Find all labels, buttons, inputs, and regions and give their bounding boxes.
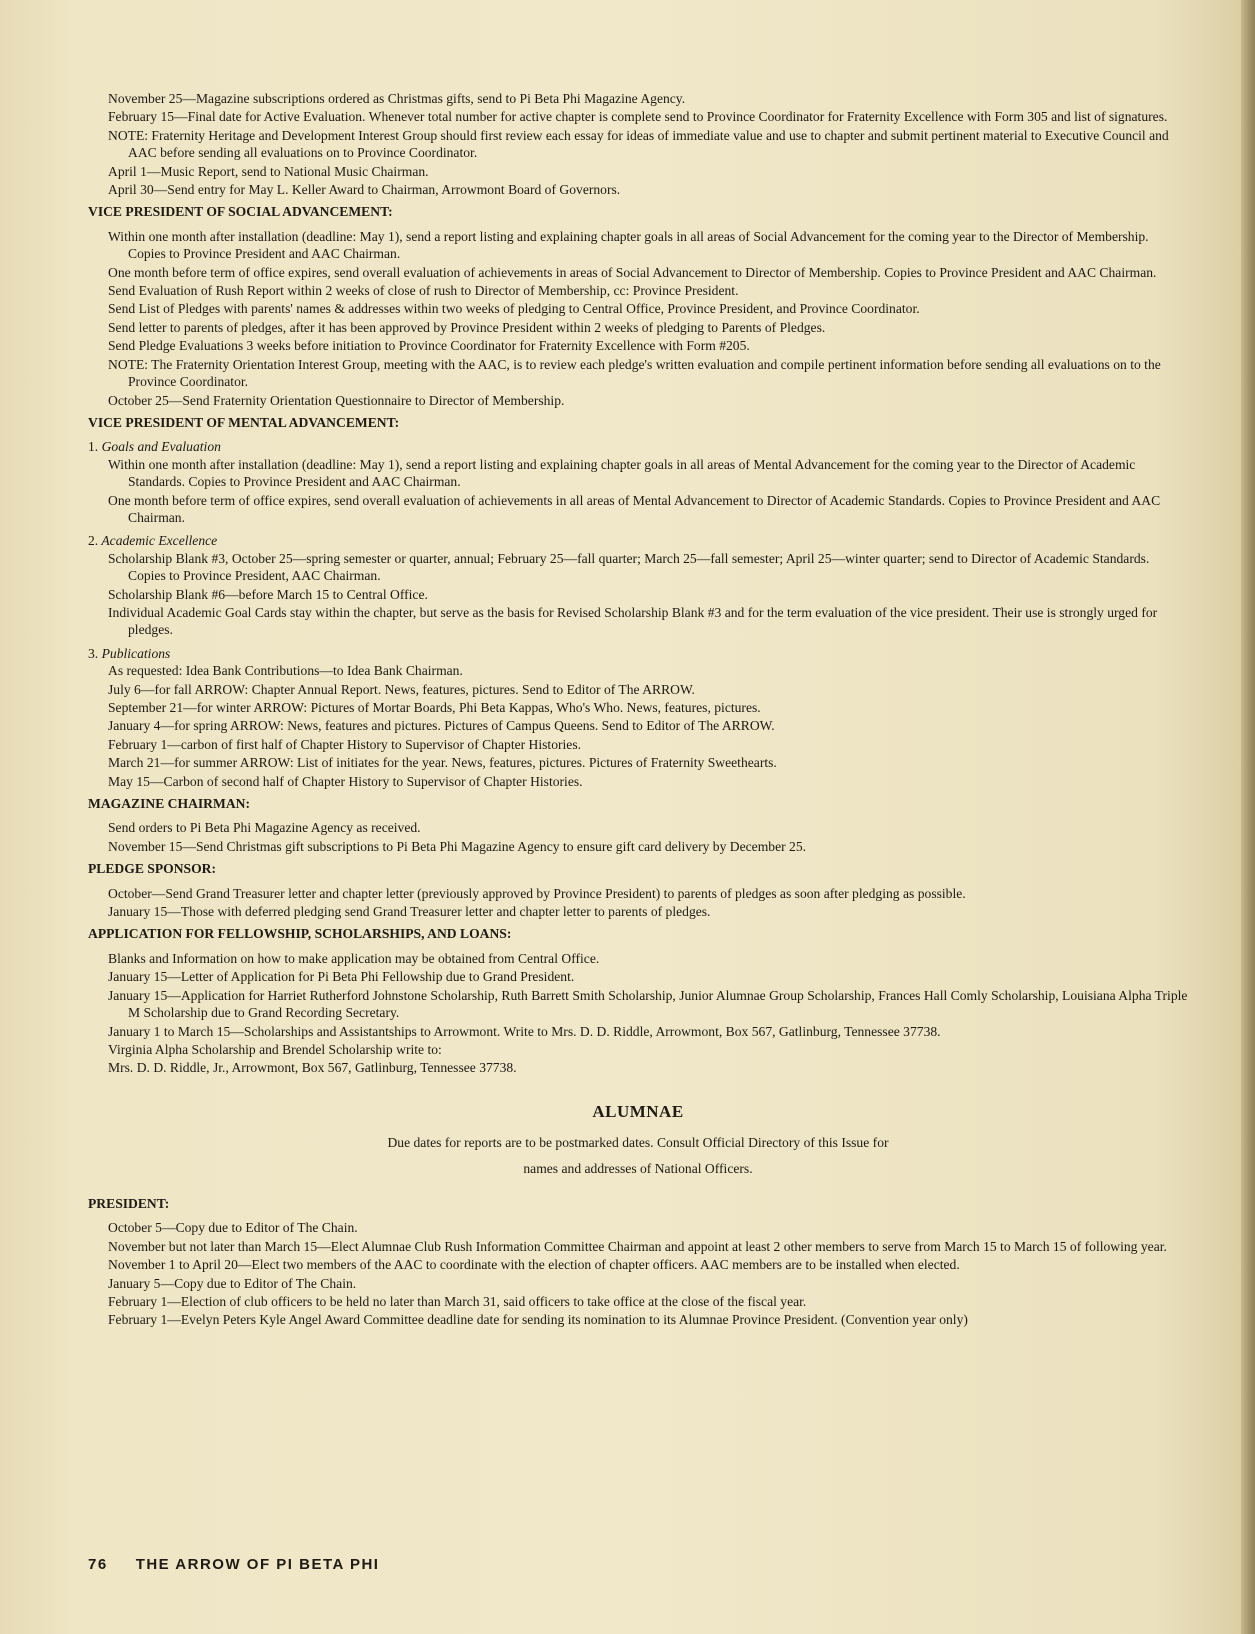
text-line: Within one month after installation (deadline: May 1), send a report listing and explaining chapter goals in all areas of Social Advancement for the coming year to the Director of Membership. Copies to Province President and AAC Chairman. xyxy=(108,228,1149,262)
page-footer xyxy=(88,1556,379,1573)
text-line: November 15—Send Christmas gift subscriptions to Pi Beta Phi Magazine Agency to ensure gift card delivery by December 25. xyxy=(108,838,807,854)
text-line: February 1—Evelyn Peters Kyle Angel Award Committee deadline date for sending its nomination to its Alumnae Province President. (Convention year only) xyxy=(108,1312,968,1328)
text-line: One month before term of office expires, send overall evaluation of achievements in all areas of Mental Advancement to Director of Academic Standards. Copies to Province President and AAC Chairman. xyxy=(108,492,1161,525)
alumnae-title: ALUMNAE xyxy=(592,1101,684,1121)
text-line: NOTE: The Fraternity Orientation Interest Group, meeting with the AAC, is to review each pledge's written evaluation and compile pertinent information before sending all evaluations on to the Province Coordinator. xyxy=(108,356,1161,390)
president-section xyxy=(88,1195,1188,1329)
text-line: November 25—Magazine subscriptions ordered as Christmas gifts, send to Pi Beta Phi Magazine Agency. xyxy=(108,91,686,106)
text-line: Within one month after installation (deadline: May 1), send a report listing and explaining chapter goals in all areas of Mental Advancement for the coming year to the Director of Academic Standards. Copies to Province President and AAC Chairman. xyxy=(108,456,1136,490)
text-line: January 15—Those with deferred pledging send Grand Treasurer letter and chapter letter to parents of pledges. xyxy=(108,904,711,920)
text-line: Individual Academic Goal Cards stay within the chapter, but serve as the basis for Revised Scholarship Blank #3 and for the term evaluation of the vice president. Their use is strongly urged for pledges. xyxy=(108,604,1158,638)
text-line: May 15—Carbon of second half of Chapter History to Supervisor of Chapter Histories. xyxy=(108,773,583,789)
text-line: Send List of Pledges with parents' names & addresses within two weeks of pledging to Central Office, Province President, and Province Coordinator. xyxy=(108,301,920,317)
text-line: Send letter to parents of pledges, after it has been approved by Province President within 2 weeks of pledging to Parents of Pledges. xyxy=(108,319,826,335)
page-content xyxy=(88,90,1188,1330)
section-heading: VICE PRESIDENT OF SOCIAL ADVANCEMENT: xyxy=(88,204,393,220)
subsection-title: 3. Publications xyxy=(88,645,171,661)
text-line: October 5—Copy due to Editor of The Chain. xyxy=(108,1220,358,1236)
text-line: Mrs. D. D. Riddle, Jr., Arrowmont, Box 567, Gatlinburg, Tennessee 37738. xyxy=(108,1060,517,1076)
alumnae-note: names and addresses of National Officers. xyxy=(523,1160,753,1176)
publication-title: THE ARROW OF PI BETA PHI xyxy=(135,1556,380,1573)
section-heading: VICE PRESIDENT OF MENTAL ADVANCEMENT: xyxy=(88,414,400,430)
text-line: Send Evaluation of Rush Report within 2 weeks of close of rush to Director of Membership, cc: Province President. xyxy=(108,283,739,299)
text-line: February 1—Election of club officers to be held no later than March 31, said officers to take office at the close of the fiscal year. xyxy=(108,1293,807,1309)
text-line: NOTE: Fraternity Heritage and Development Interest Group should first review each essay for ideas of immediate value and use to chapter and submit pertinent material to Executive Council and AAC before sending all evaluations on to Province Coordinator. xyxy=(108,127,1169,161)
subsection-title: 2. Academic Excellence xyxy=(88,533,218,549)
text-line: April 30—Send entry for May L. Keller Award to Chairman, Arrowmont Board of Governors. xyxy=(108,182,621,198)
text-line: February 1—carbon of first half of Chapter History to Supervisor of Chapter Histories. xyxy=(108,736,582,752)
text-line: July 6—for fall ARROW: Chapter Annual Report. News, features, pictures. Send to Editor of The ARROW. xyxy=(108,681,695,697)
social-section xyxy=(88,203,1188,408)
text-line: November 1 to April 20—Elect two members of the AAC to coordinate with the election of chapter officers. AAC members are to be installed when elected. xyxy=(108,1257,960,1273)
text-line: Blanks and Information on how to make application may be obtained from Central Office. xyxy=(108,950,600,966)
text-line: One month before term of office expires, send overall evaluation of achievements in areas of Social Advancement to Director of Membership. Copies to Province President and AAC Chairman. xyxy=(108,264,1157,280)
magazine-section xyxy=(88,795,1188,855)
section-heading: PRESIDENT: xyxy=(88,1195,170,1211)
alumnae-section xyxy=(88,1103,1188,1177)
text-line: October 25—Send Fraternity Orientation Questionnaire to Director of Membership. xyxy=(108,392,565,408)
text-line: October—Send Grand Treasurer letter and chapter letter (previously approved by Province President) to parents of pledges as soon after pledging as possible. xyxy=(108,885,966,901)
page-edge-shadow xyxy=(1241,0,1255,1634)
text-line: Scholarship Blank #6—before March 15 to Central Office. xyxy=(108,586,428,602)
text-line: Send orders to Pi Beta Phi Magazine Agency as received. xyxy=(108,820,421,836)
text-line: January 15—Application for Harriet Rutherford Johnstone Scholarship, Ruth Barrett Smith Scholarship, Junior Alumnae Group Scholarship, Frances Hall Comly Scholarship, Louisiana Alpha Triple M Scholarship due to Grand Recording Secretary. xyxy=(108,987,1188,1021)
pledge-section xyxy=(88,860,1188,920)
text-line: January 1 to March 15—Scholarships and Assistantships to Arrowmont. Write to Mrs. D. D. Riddle, Arrowmont, Box 567, Gatlinburg, Tennessee 37738. xyxy=(108,1023,941,1039)
text-line: Virginia Alpha Scholarship and Brendel Scholarship write to: xyxy=(108,1041,442,1057)
text-line: November but not later than March 15—Elect Alumnae Club Rush Information Committee Chairman and appoint at least 2 other members to serve from March 15 to March 15 of following year. xyxy=(108,1238,1167,1254)
section-heading: PLEDGE SPONSOR: xyxy=(88,861,217,877)
subsection-title: 1. Goals and Evaluation xyxy=(88,439,221,455)
section-heading: MAGAZINE CHAIRMAN: xyxy=(88,796,250,812)
text-line: Scholarship Blank #3, October 25—spring semester or quarter, annual; February 25—fall quarter; March 25—fall semester; April 25—winter quarter; send to Director of Academic Standards. Copies to Province President, AAC Chairman. xyxy=(108,550,1150,584)
text-line: Send Pledge Evaluations 3 weeks before initiation to Province Coordinator for Fraternity Excellence with Form #205. xyxy=(108,338,750,354)
section-heading: APPLICATION FOR FELLOWSHIP, SCHOLARSHIPS, AND LOANS: xyxy=(88,926,512,942)
intro-section xyxy=(88,90,1188,198)
mental-section xyxy=(88,414,1188,790)
text-line: September 21—for winter ARROW: Pictures of Mortar Boards, Phi Beta Kappas, Who's Who. News, features, pictures. xyxy=(108,700,761,715)
text-line: As requested: Idea Bank Contributions—to Idea Bank Chairman. xyxy=(108,663,463,679)
text-line: April 1—Music Report, send to National Music Chairman. xyxy=(108,163,429,179)
alumnae-note: Due dates for reports are to be postmarked dates. Consult Official Directory of this Issue for xyxy=(387,1135,889,1151)
text-line: March 21—for summer ARROW: List of initiates for the year. News, features, pictures. Pictures of Fraternity Sweethearts. xyxy=(108,755,777,771)
text-line: January 5—Copy due to Editor of The Chain. xyxy=(108,1275,357,1291)
text-line: January 4—for spring ARROW: News, features and pictures. Pictures of Campus Queens. Send to Editor of The ARROW. xyxy=(108,718,775,734)
page-number: 76 xyxy=(88,1556,108,1573)
fellowship-section xyxy=(88,925,1188,1076)
text-line: January 15—Letter of Application for Pi Beta Phi Fellowship due to Grand President. xyxy=(108,969,575,985)
text-line: February 15—Final date for Active Evaluation. Whenever total number for active chapter is complete send to Province Coordinator for Fraternity Excellence with Form 305 and list of signatures. xyxy=(108,109,1168,125)
